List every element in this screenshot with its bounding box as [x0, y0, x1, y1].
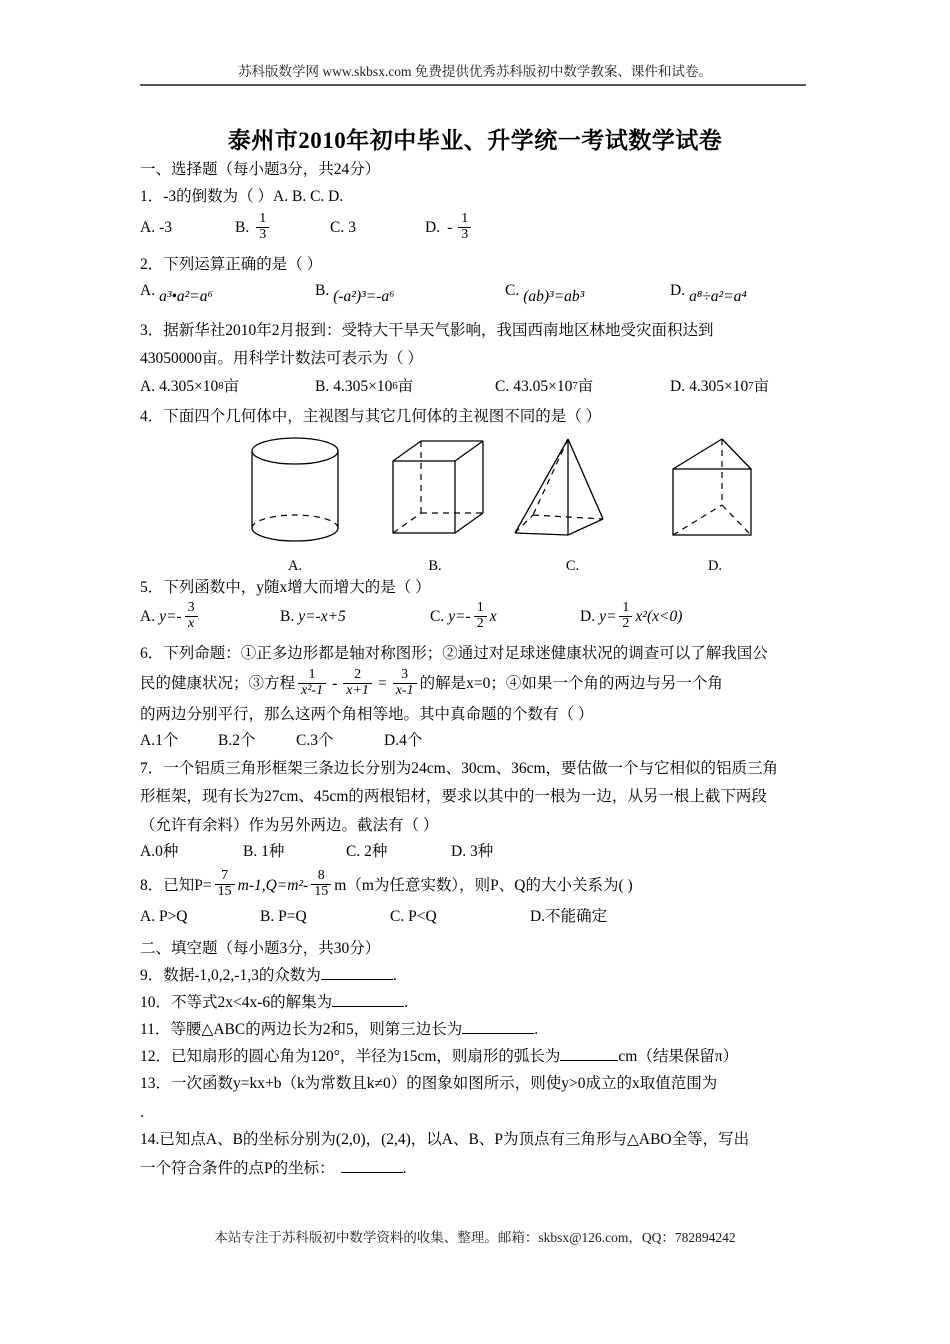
- times-symbol: ×10: [193, 378, 219, 396]
- fraction: [458, 212, 471, 243]
- figure-caption: B.: [428, 558, 442, 574]
- answer-blank-10[interactable]: [332, 991, 404, 1007]
- question-14-text: 一个符合条件的点P的坐标：: [140, 1159, 335, 1177]
- question-7-line2: 形框架，现有长为27cm、45cm的两根铝材，要求以其中的一根为一边，从另一根上截下两段: [140, 788, 767, 806]
- option-lhs: y=‐: [159, 608, 182, 626]
- figure-triangular-prism: [655, 433, 775, 575]
- fraction-numerator: 1: [259, 211, 267, 227]
- fraction-numerator: 1: [476, 600, 484, 616]
- fraction-2: [343, 668, 372, 699]
- fraction-denominator: 15: [217, 884, 232, 900]
- option-lhs: y=: [599, 608, 617, 626]
- option-3-d: D. 4.305 ×10 7 亩: [670, 375, 769, 400]
- question-11-text: 11．等腰△ABC的两边长为2和5，则第三边长为: [140, 1021, 463, 1039]
- option-6-c: C.3个: [296, 731, 334, 749]
- fraction-numerator: 1: [622, 600, 630, 616]
- fraction-denominator: 3: [461, 227, 469, 243]
- option-3-c: C. 43.05 ×10 7 亩: [495, 375, 670, 400]
- question-8-options: [140, 905, 810, 930]
- fraction-numerator: 1: [461, 211, 469, 227]
- option-label: A.: [140, 378, 156, 396]
- option-unit: 亩: [397, 378, 414, 396]
- option-tail: x²(x<0): [635, 608, 683, 626]
- option-label: C.: [430, 608, 445, 626]
- question-6-options: [140, 729, 810, 754]
- option-1-c: [330, 216, 425, 241]
- option-expression: (ab)³=ab³: [523, 287, 585, 305]
- question-11: [140, 1017, 810, 1042]
- times-symbol: ×10: [368, 378, 393, 396]
- question-6-text-a: 民的健康状况；③方程: [140, 675, 296, 693]
- question-1-stem: 1．‐3的倒数为（ ）A. B. C. D.: [140, 188, 344, 206]
- fraction-denominator: x: [187, 615, 195, 631]
- option-label: D.: [425, 219, 441, 237]
- fraction-2: [311, 869, 331, 900]
- option-label: D.: [670, 378, 686, 396]
- option-6-a: A.1个: [140, 731, 179, 749]
- question-6-line2: [140, 669, 810, 700]
- question-12-text-a: 12．已知扇形的圆心角为120°，半径为15cm，则扇形的弧长为: [140, 1048, 561, 1066]
- fraction-numerator: 3: [401, 667, 409, 683]
- operator-equals: =: [377, 675, 387, 693]
- fraction: [474, 601, 487, 632]
- option-7-a: A.0种: [140, 842, 179, 860]
- question-10: [140, 990, 810, 1015]
- fraction-numerator: 3: [187, 600, 195, 616]
- question-9-tail: .: [392, 966, 397, 984]
- fraction-denominator: 2: [476, 615, 484, 631]
- question-8-text-a: 8．已知P=: [140, 877, 212, 895]
- question-1-options: [140, 213, 810, 244]
- figure-pyramid: [505, 433, 640, 575]
- option-label: B.: [315, 281, 330, 299]
- option-unit: 亩: [223, 378, 239, 396]
- fraction-denominator: 15: [314, 884, 329, 900]
- option-mantissa: 43.05: [513, 378, 549, 396]
- option-label: D.: [580, 608, 596, 626]
- option-1-d: [425, 213, 474, 244]
- question-4-figures: [140, 433, 810, 573]
- site-footer-text: 本站专注于苏科版初中数学资料的收集、整理。邮箱：skbsx@126.com，QQ：782894242: [214, 1230, 736, 1245]
- option-6-b: B.2个: [218, 731, 256, 749]
- pyramid-drawing: [505, 433, 640, 551]
- figure-caption: D.: [707, 558, 723, 574]
- option-3-a: A. 4.305 ×10 8 亩: [140, 375, 315, 400]
- option-8-a: A. P>Q: [140, 907, 188, 925]
- option-expression: a⁸÷a²=a⁴: [689, 287, 747, 305]
- question-3-line2: 43050000亩。用科学计数法可表示为（ ）: [140, 350, 423, 368]
- answer-blank-12[interactable]: [560, 1045, 618, 1061]
- fraction-denominator: 3: [259, 227, 267, 243]
- question-7-line3: （允许有余料）作为另外两边。截法有（ ）: [140, 816, 439, 834]
- option-label: C.: [330, 219, 345, 237]
- question-6-line3: 的两边分别平行，那么这两个角相等地。其中真命题的个数有（ ）: [140, 706, 594, 724]
- question-13-line1: 13．一次函数y=kx+b（k为常数且k≠0）的图象如图所示，则使y>0成立的x取值范围为: [140, 1075, 718, 1093]
- question-12: [140, 1044, 810, 1069]
- fraction-numerator: 2: [354, 667, 362, 683]
- question-9-text: 9．数据‐1,0,2,‐1,3的众数为: [140, 966, 321, 984]
- question-7-options: [140, 840, 810, 865]
- option-expression: a³•a²=a⁶: [159, 287, 213, 305]
- option-label: D.: [670, 281, 686, 299]
- header-divider: [140, 84, 806, 86]
- fraction-numerator: 7: [221, 868, 229, 884]
- answer-blank-14[interactable]: [341, 1157, 403, 1173]
- question-3-options: [140, 375, 810, 400]
- option-unit: 亩: [753, 378, 769, 396]
- times-symbol: ×10: [723, 378, 749, 396]
- option-mantissa: 4.305: [159, 378, 194, 396]
- option-expression: (‐a²)³=‐a⁶: [333, 287, 395, 305]
- option-7-d: D. 3种: [451, 842, 494, 860]
- option-7-c: C. 2种: [346, 842, 388, 860]
- figure-cylinder: [235, 433, 355, 575]
- option-sign: ‐: [447, 219, 453, 237]
- question-5-stem: 5．下列函数中，y随x增大而增大的是（ ）: [140, 579, 431, 596]
- question-3-line1: 3．据新华社2010年2月报到：受特大干旱天气影响，我国西南地区林地受灾面积达到: [140, 321, 714, 339]
- section-heading-choice: 一、选择题（每小题3分，共24分）: [140, 161, 381, 178]
- site-header-text: 苏科版数学网 www.skbsx.com 免费提供优秀苏科版初中数学教案、课件和试卷。: [238, 64, 712, 79]
- option-2-c: [505, 279, 670, 310]
- answer-blank-11[interactable]: [462, 1018, 534, 1034]
- operator-minus: ‐: [332, 675, 338, 693]
- fraction: [256, 212, 269, 243]
- option-label: B.: [315, 378, 330, 396]
- question-8-text-c: m（m为任意实数），则P、Q的大小关系为( ): [334, 877, 633, 895]
- fraction-numerator: 1: [308, 667, 316, 683]
- figure-caption: A.: [287, 558, 303, 574]
- fraction-denominator: x²‐1: [301, 683, 324, 699]
- fraction: [619, 601, 632, 632]
- option-mantissa: 4.305: [689, 378, 724, 396]
- option-6-d: D.4个: [384, 731, 423, 749]
- option-5-b: [280, 605, 430, 630]
- section-heading-fill: 二、填空题（每小题3分，共30分）: [140, 939, 381, 957]
- document-content: [140, 60, 810, 1181]
- option-8-d: D.不能确定: [530, 907, 608, 925]
- fraction-1: [215, 869, 235, 900]
- answer-blank-9[interactable]: [321, 964, 393, 980]
- question-9: [140, 963, 810, 988]
- option-8-b: B. P=Q: [260, 907, 307, 925]
- option-2-a: [140, 279, 315, 310]
- option-2-b: [315, 279, 505, 310]
- option-lhs: y=‐: [448, 608, 471, 626]
- question-6-text-b: 的解是x=0；④如果一个角的两边与另一个角: [419, 675, 723, 693]
- question-2-stem: 2．下列运算正确的是（ ）: [140, 255, 323, 273]
- figure-cuboid: [375, 433, 495, 575]
- option-3-b: B. 4.305 ×10 6 亩: [315, 375, 495, 400]
- fraction-denominator: x‐1: [395, 683, 414, 699]
- option-2-d: [670, 279, 747, 310]
- option-label: C.: [505, 281, 520, 299]
- option-5-a: [140, 602, 280, 633]
- page-title: 泰州市2010年初中毕业、升学统一考试数学试卷: [227, 128, 723, 153]
- fraction-1: [298, 668, 326, 699]
- option-label: B.: [280, 608, 295, 626]
- question-6-line1: 6．下列命题：①正多边形都是轴对称图形；②通过对足球迷健康状况的调查可以了解我国公: [140, 644, 768, 662]
- option-1-a: [140, 216, 235, 241]
- option-5-c: [430, 602, 580, 633]
- option-tail: x: [489, 608, 497, 626]
- times-symbol: ×10: [548, 378, 573, 396]
- option-7-b: B. 1种: [243, 842, 285, 860]
- question-10-tail: .: [404, 993, 409, 1011]
- option-5-d: [580, 602, 682, 633]
- question-11-tail: .: [534, 1021, 539, 1039]
- option-mantissa: 4.305: [333, 378, 369, 396]
- option-value: ‐3: [159, 219, 172, 237]
- question-7-line1: 7．一个铝质三角形框架三条边长分别为24cm、30cm、36cm，要估做一个与它相似的铝质三角: [140, 759, 779, 777]
- question-12-text-b: cm（结果保留π）: [618, 1048, 739, 1066]
- cuboid-drawing: [375, 433, 495, 551]
- option-label: A.: [140, 219, 156, 237]
- question-10-text: 10．不等式2x<4x‐6的解集为: [140, 993, 333, 1011]
- fraction-numerator: 8: [317, 868, 325, 884]
- option-label: A.: [140, 281, 156, 299]
- fraction-denominator: 2: [622, 615, 630, 631]
- option-8-c: C. P<Q: [390, 907, 437, 925]
- option-label: B.: [235, 219, 250, 237]
- question-14-tail: .: [402, 1159, 407, 1177]
- fraction-3: [393, 668, 417, 699]
- fraction: [185, 601, 198, 632]
- option-unit: 亩: [577, 378, 594, 396]
- question-5-options: [140, 602, 810, 633]
- question-13-line2: .: [140, 1103, 144, 1121]
- question-8-text-b: m‐1,Q=m²‐: [237, 877, 309, 895]
- question-4-stem: 4．下面四个几何体中，主视图与其它几何体的主视图不同的是（ ）: [140, 407, 602, 425]
- question-14-line1: 14.已知点A、B的坐标分别为(2,0)，(2,4)，以A、B、P为顶点有三角形与△ABO全等，写出: [140, 1131, 750, 1149]
- option-1-b: [235, 213, 330, 244]
- option-label: A.: [140, 608, 156, 626]
- fraction-denominator: x+1: [346, 683, 369, 699]
- question-14-line2: [140, 1156, 810, 1181]
- question-8-stem: [140, 870, 810, 901]
- figure-caption: C.: [565, 558, 580, 574]
- triangular-prism-drawing: [655, 433, 775, 551]
- option-expression: y=‐x+5: [298, 608, 346, 626]
- cylinder-drawing: [235, 433, 355, 551]
- option-value: 3: [348, 219, 356, 237]
- option-label: C.: [495, 378, 510, 396]
- question-2-options: [140, 279, 810, 310]
